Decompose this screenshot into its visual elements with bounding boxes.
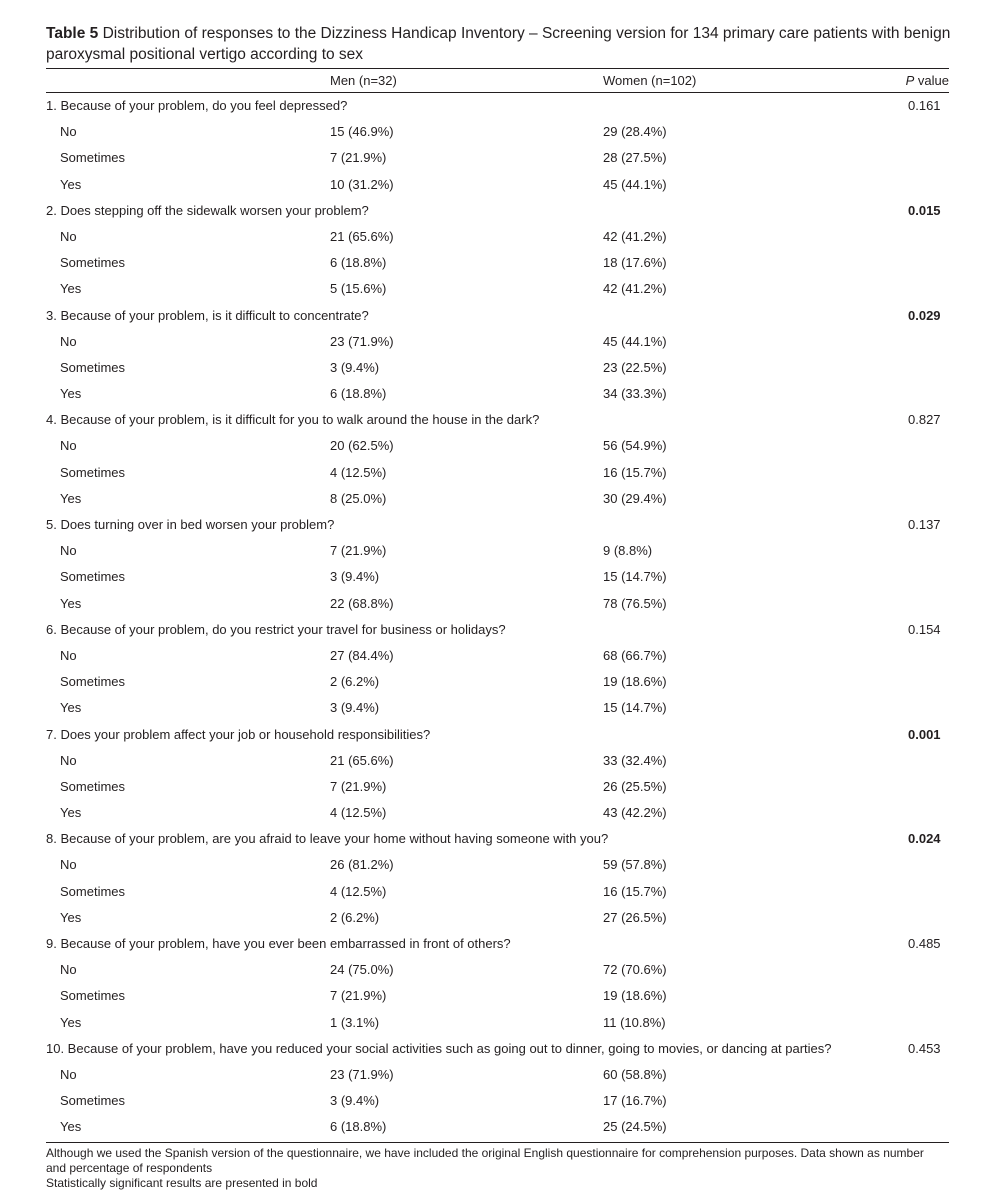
response-row <box>46 1114 949 1140</box>
response-option: Sometimes <box>60 359 126 375</box>
response-row <box>46 1088 949 1114</box>
column-header-p-rest: value <box>914 73 949 88</box>
response-option: Sometimes <box>60 150 126 166</box>
response-option: Yes <box>60 1014 82 1030</box>
men-count: 7 (21.9%) <box>330 778 387 794</box>
question-text: 1. Because of your problem, do you feel depressed? <box>46 98 348 113</box>
response-row <box>46 879 949 905</box>
women-count: 26 (25.5%) <box>603 778 667 794</box>
women-count: 30 (29.4%) <box>603 490 667 506</box>
response-row <box>46 1010 949 1036</box>
women-count: 78 (76.5%) <box>603 595 667 611</box>
men-count: 5 (15.6%) <box>330 281 387 297</box>
response-option: Sometimes <box>60 1093 126 1109</box>
response-option: Yes <box>60 909 82 925</box>
response-row <box>46 957 949 983</box>
question-text: 5. Does turning over in bed worsen your problem? <box>46 517 335 532</box>
women-count: 25 (24.5%) <box>603 1119 667 1135</box>
question-row <box>46 198 949 224</box>
men-count: 6 (18.8%) <box>330 1119 387 1135</box>
response-row <box>46 119 949 145</box>
men-count: 21 (65.6%) <box>330 228 394 244</box>
response-row <box>46 381 949 407</box>
men-count: 7 (21.9%) <box>330 150 387 166</box>
response-option: No <box>60 124 77 140</box>
response-option: Sometimes <box>60 778 126 794</box>
women-count: 68 (66.7%) <box>603 647 667 663</box>
response-row <box>46 800 949 826</box>
response-row <box>46 172 949 198</box>
column-header-p-italic: P <box>905 73 915 88</box>
p-value-significant: 0.015 <box>908 202 941 218</box>
response-option: No <box>60 543 77 559</box>
response-row <box>46 250 949 276</box>
men-count: 20 (62.5%) <box>330 438 394 454</box>
response-row <box>46 643 949 669</box>
women-count: 42 (41.2%) <box>603 228 667 244</box>
men-count: 3 (9.4%) <box>330 569 380 585</box>
response-option: Yes <box>60 700 82 716</box>
response-option: No <box>60 752 77 768</box>
men-count: 21 (65.6%) <box>330 752 394 768</box>
response-option: Yes <box>60 176 82 192</box>
response-option: Sometimes <box>60 883 126 899</box>
response-option: No <box>60 647 77 663</box>
column-header-p-value <box>906 73 949 88</box>
footnote-significance-note: Statistically significant results are presented in bold <box>46 1176 318 1190</box>
column-header-women: Women (n=102) <box>603 73 697 88</box>
question-row <box>46 931 949 957</box>
response-option: No <box>60 333 77 349</box>
women-count: 45 (44.1%) <box>603 176 667 192</box>
response-row <box>46 276 949 302</box>
men-count: 26 (81.2%) <box>330 857 394 873</box>
response-option: No <box>60 228 77 244</box>
question-row <box>46 617 949 643</box>
women-count: 45 (44.1%) <box>603 333 667 349</box>
question-row <box>46 303 949 329</box>
table-caption <box>46 23 951 65</box>
women-count: 16 (15.7%) <box>603 464 667 480</box>
women-count: 19 (18.6%) <box>603 674 667 690</box>
response-option: No <box>60 438 77 454</box>
men-count: 3 (9.4%) <box>330 700 380 716</box>
women-count: 19 (18.6%) <box>603 988 667 1004</box>
men-count: 3 (9.4%) <box>330 359 380 375</box>
response-row <box>46 1062 949 1088</box>
men-count: 8 (25.0%) <box>330 490 387 506</box>
response-row <box>46 460 949 486</box>
response-row <box>46 905 949 931</box>
p-value: 0.161 <box>908 98 941 113</box>
response-option: Yes <box>60 490 82 506</box>
men-count: 27 (84.4%) <box>330 647 394 663</box>
women-count: 9 (8.8%) <box>603 543 653 559</box>
response-row <box>46 774 949 800</box>
men-count: 7 (21.9%) <box>330 988 387 1004</box>
p-value: 0.453 <box>908 1040 941 1056</box>
question-row <box>46 407 949 433</box>
women-count: 28 (27.5%) <box>603 150 667 166</box>
response-option: Yes <box>60 805 82 821</box>
women-count: 16 (15.7%) <box>603 883 667 899</box>
table-footnotes <box>46 1146 946 1191</box>
women-count: 34 (33.3%) <box>603 386 667 402</box>
men-count: 6 (18.8%) <box>330 386 387 402</box>
women-count: 27 (26.5%) <box>603 909 667 925</box>
p-value: 0.154 <box>908 621 941 637</box>
men-count: 6 (18.8%) <box>330 255 387 271</box>
column-header-men: Men (n=32) <box>330 73 397 88</box>
men-count: 24 (75.0%) <box>330 962 394 978</box>
men-count: 23 (71.9%) <box>330 1066 394 1082</box>
question-text: 7. Does your problem affect your job or household responsibilities? <box>46 726 431 742</box>
question-text: 8. Because of your problem, are you afraid to leave your home without having someone with you? <box>46 831 609 847</box>
response-row <box>46 591 949 617</box>
response-option: Yes <box>60 595 82 611</box>
women-count: 72 (70.6%) <box>603 962 667 978</box>
response-option: No <box>60 1066 77 1082</box>
question-row <box>46 722 949 748</box>
men-count: 23 (71.9%) <box>330 333 394 349</box>
response-option: Yes <box>60 281 82 297</box>
men-count: 2 (6.2%) <box>330 674 380 690</box>
women-count: 60 (58.8%) <box>603 1066 667 1082</box>
women-count: 42 (41.2%) <box>603 281 667 297</box>
table-caption-text: Distribution of responses to the Dizziness Handicap Inventory – Screening version for 134 primary care patients with benign paroxysmal positional vertigo according to sex <box>46 25 951 63</box>
response-option: Sometimes <box>60 988 126 1004</box>
question-text: 6. Because of your problem, do you restrict your travel for business or holidays? <box>46 621 506 637</box>
response-option: No <box>60 857 77 873</box>
question-row <box>46 1036 949 1062</box>
question-row <box>46 512 949 538</box>
table-header-row <box>46 69 949 92</box>
women-count: 15 (14.7%) <box>603 569 667 585</box>
response-option: Yes <box>60 386 82 402</box>
p-value: 0.827 <box>908 412 941 428</box>
men-count: 22 (68.8%) <box>330 595 394 611</box>
question-text: 10. Because of your problem, have you reduced your social activities such as going out to dinner, going to movies, or dancing at parties? <box>46 1040 832 1056</box>
response-row <box>46 538 949 564</box>
men-count: 4 (12.5%) <box>330 883 387 899</box>
men-count: 4 (12.5%) <box>330 805 387 821</box>
table-body <box>46 93 949 1141</box>
question-row <box>46 826 949 852</box>
women-count: 29 (28.4%) <box>603 124 667 140</box>
p-value-significant: 0.001 <box>908 726 941 742</box>
p-value: 0.485 <box>908 936 941 951</box>
men-count: 3 (9.4%) <box>330 1093 380 1109</box>
men-count: 7 (21.9%) <box>330 543 387 559</box>
response-option: Yes <box>60 1119 82 1135</box>
women-count: 43 (42.2%) <box>603 805 667 821</box>
men-count: 2 (6.2%) <box>330 909 380 925</box>
footnote-data-note: Although we used the Spanish version of the questionnaire, we have included the original English questionnaire for comprehension purposes. Data shown as number and percentage of respondents <box>46 1146 924 1175</box>
women-count: 18 (17.6%) <box>603 255 667 271</box>
response-row <box>46 145 949 171</box>
women-count: 56 (54.9%) <box>603 438 667 454</box>
women-count: 17 (16.7%) <box>603 1093 667 1109</box>
response-option: Sometimes <box>60 569 126 585</box>
table-bottom-rule <box>46 1142 949 1143</box>
response-option: Sometimes <box>60 255 126 271</box>
response-option: Sometimes <box>60 464 126 480</box>
response-row <box>46 224 949 250</box>
question-text: 4. Because of your problem, is it difficult for you to walk around the house in the dark? <box>46 412 540 428</box>
response-row <box>46 486 949 512</box>
response-row <box>46 852 949 878</box>
response-row <box>46 329 949 355</box>
table-caption-label: Table 5 <box>46 25 99 42</box>
men-count: 15 (46.9%) <box>330 124 394 140</box>
response-row <box>46 564 949 590</box>
women-count: 33 (32.4%) <box>603 752 667 768</box>
men-count: 4 (12.5%) <box>330 464 387 480</box>
response-row <box>46 433 949 459</box>
response-option: Sometimes <box>60 674 126 690</box>
p-value: 0.137 <box>908 517 941 532</box>
women-count: 59 (57.8%) <box>603 857 667 873</box>
response-row <box>46 669 949 695</box>
women-count: 23 (22.5%) <box>603 359 667 375</box>
p-value-significant: 0.024 <box>908 831 941 847</box>
men-count: 10 (31.2%) <box>330 176 394 192</box>
question-text: 2. Does stepping off the sidewalk worsen your problem? <box>46 202 369 218</box>
response-row <box>46 983 949 1009</box>
question-text: 3. Because of your problem, is it difficult to concentrate? <box>46 307 369 323</box>
response-row <box>46 355 949 381</box>
p-value-significant: 0.029 <box>908 307 941 323</box>
women-count: 11 (10.8%) <box>603 1014 666 1030</box>
question-row <box>46 93 949 119</box>
men-count: 1 (3.1%) <box>330 1014 380 1030</box>
women-count: 15 (14.7%) <box>603 700 667 716</box>
question-text: 9. Because of your problem, have you ever been embarrassed in front of others? <box>46 936 511 951</box>
response-option: No <box>60 962 77 978</box>
response-row <box>46 748 949 774</box>
response-row <box>46 695 949 721</box>
